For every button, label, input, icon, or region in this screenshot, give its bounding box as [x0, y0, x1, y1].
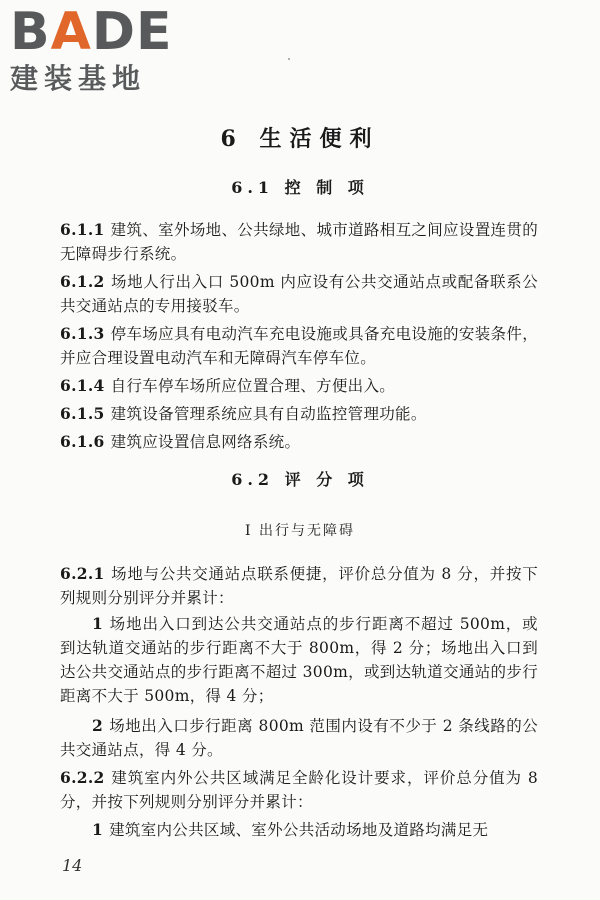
clause-text: 停车场应具有电动汽车充电设施或具备充电设施的安装条件，并应合理设置电动汽车和无障碍汽车停车位。 — [60, 325, 538, 367]
clause-6-1-1 — [60, 218, 538, 266]
clause-number: 6.1.4 — [60, 376, 105, 395]
clause-6-1-4 — [60, 374, 538, 398]
chapter-title: 6 生活便利 — [220, 126, 380, 152]
bade-logo — [10, 4, 180, 104]
page-number: 14 — [62, 856, 83, 875]
clause-6-1-2 — [60, 270, 538, 318]
item-text: 建筑室内公共区域、室外公共活动场地及道路均满足无 — [109, 821, 489, 839]
clause-6-1-3 — [60, 322, 538, 370]
clause-6-1-5 — [60, 402, 538, 426]
clause-number: 6.1.6 — [60, 432, 105, 451]
clause-text: 场地人行出入口 500m 内应设有公共交通站点或配备联系公共交通站点的专用接驳车。 — [60, 273, 538, 315]
clause-text: 建筑应设置信息网络系统。 — [110, 433, 301, 451]
clause-6-2-1-item-1 — [60, 612, 538, 708]
subsection-title: Ⅰ 出行与无障碍 — [245, 523, 355, 539]
section-title-6-1: 6.1 控 制 项 — [231, 178, 369, 197]
clause-6-1-6 — [60, 430, 538, 454]
item-number: 2 — [92, 716, 104, 735]
clause-text: 建筑室内外公共区域满足全龄化设计要求，评价总分值为 8 分，并按下列规则分别评分并累计： — [60, 769, 538, 811]
clause-text: 自行车停车场所应位置合理、方便出入。 — [110, 377, 396, 395]
clause-text: 建筑、室外场地、公共绿地、城市道路相互之间应设置连贯的无障碍步行系统。 — [60, 221, 538, 263]
clause-number: 6.1.2 — [60, 272, 105, 291]
logo-letter-b: B — [10, 2, 51, 62]
clause-6-2-1 — [60, 562, 538, 610]
clause-number: 6.1.5 — [60, 404, 105, 423]
clause-number: 6.2.1 — [60, 564, 105, 583]
logo-subtitle: 建装基地 — [10, 62, 147, 95]
clause-6-2-2-item-1 — [60, 818, 538, 842]
logo-letters-de: DE — [91, 2, 173, 62]
logo-wordmark — [10, 4, 173, 60]
clause-number: 6.1.1 — [60, 220, 105, 239]
clause-6-2-1-item-2 — [60, 714, 538, 762]
item-number: 1 — [92, 614, 104, 633]
scan-speck — [288, 58, 290, 60]
item-number: 1 — [92, 820, 104, 839]
clause-text: 场地与公共交通站点联系便捷，评价总分值为 8 分，并按下列规则分别评分并累计： — [60, 565, 538, 607]
clause-text: 建筑设备管理系统应具有自动监控管理功能。 — [110, 405, 427, 423]
clause-6-2-2 — [60, 766, 538, 814]
section-title-6-2: 6.2 评 分 项 — [231, 470, 369, 489]
logo-letter-a: A — [50, 2, 92, 62]
item-text: 场地出入口步行距离 800m 范围内设有不少于 2 条线路的公共交通站点，得 4 分。 — [60, 717, 538, 759]
item-text: 场地出入口到达公共交通站点的步行距离不超过 500m，或到达轨道交通站的步行距离不大于 800m，得 2 分；场地出入口到达公共交通站点的步行距离不超过 300m，或到达轨道交通站的步行距离不大于 500m，得 4 分； — [60, 615, 538, 705]
clause-number: 6.1.3 — [60, 324, 105, 343]
clause-number: 6.2.2 — [60, 768, 105, 787]
